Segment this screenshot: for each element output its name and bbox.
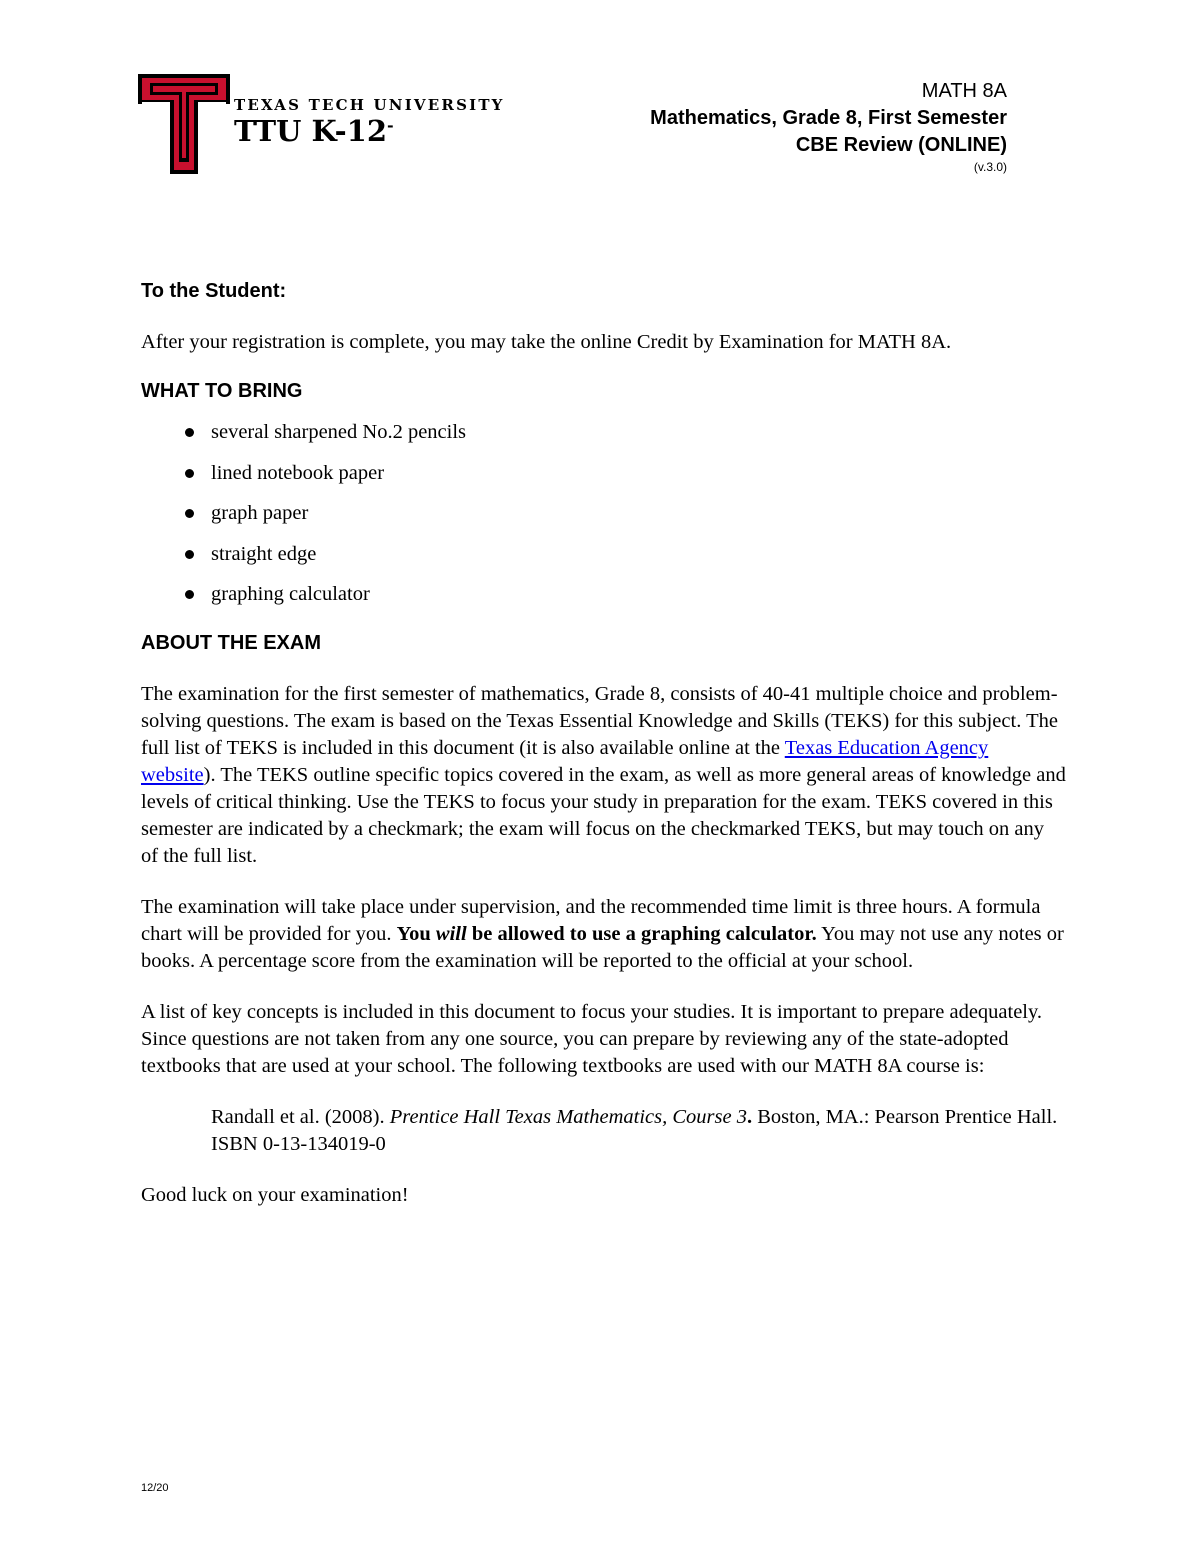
double-t-logo-icon — [138, 74, 230, 174]
bullet-icon — [185, 469, 194, 478]
ttu-logo — [138, 74, 505, 174]
exam-description-paragraph: The examination for the first semester of mathematics, Grade 8, consists of 40-41 multiple choice and problem-solving questions. The exam is based on the Texas Essential Knowledge and Skills (TEKS) for this subject. The full list of TEKS is included in this document (it is also available online at the Texas Education Agency website). The TEKS outline specific topics covered in the exam, as well as more general areas of knowledge and levels of critical thinking. Use the TEKS to focus your study in preparation for the exam. TEKS covered in this semester are indicated by a checkmark; the exam will focus on the checkmarked TEKS, but may touch on any of the full list. — [141, 683, 1066, 867]
list-item: graphing calculator — [141, 581, 1066, 608]
supervision-paragraph: The examination will take place under supervision, and the recommended time limit is three hours. A formula chart will be provided for you. You will be allowed to use a graphing calculator. You may not use any notes or books. A percentage score from the examination will be reported to the official at your school. — [141, 896, 1064, 972]
what-to-bring-list — [141, 419, 1066, 608]
document-body — [141, 278, 1066, 1209]
list-item: lined notebook paper — [141, 460, 1066, 487]
textbook-citation: Randall et al. (2008). Prentice Hall Texas Mathematics, Course 3. Boston, MA.: Pearson Prentice Hall. ISBN 0-13-134019-0 — [211, 1106, 1058, 1155]
list-item: straight edge — [141, 541, 1066, 568]
bullet-icon — [185, 590, 194, 599]
university-name: TEXAS TECH UNIVERSITY — [234, 96, 505, 114]
program-name: TTU K-12- — [234, 114, 394, 148]
about-exam-heading: ABOUT THE EXAM — [141, 632, 321, 654]
bullet-icon — [185, 428, 194, 437]
list-item: graph paper — [141, 500, 1066, 527]
course-title: Mathematics, Grade 8, First Semester — [650, 107, 1007, 129]
what-to-bring-heading: WHAT TO BRING — [141, 380, 303, 402]
bullet-icon — [185, 509, 194, 518]
course-code: MATH 8A — [921, 80, 1007, 102]
tea-website-link[interactable]: Texas Education Agency website — [141, 737, 989, 786]
to-student-heading: To the Student: — [141, 280, 287, 302]
closing-line: Good luck on your examination! — [141, 1184, 409, 1206]
version-label: (v.3.0) — [973, 160, 1007, 174]
review-type: CBE Review (ONLINE) — [795, 134, 1007, 156]
bullet-icon — [185, 550, 194, 559]
key-concepts-paragraph: A list of key concepts is included in this document to focus your studies. It is important to prepare adequately. Since questions are not taken from any one source, you can prepare by reviewing any of the state-adopted textbooks that are used at your school. The following textbooks are used with our MATH 8A course is: — [141, 1001, 1043, 1077]
document-header — [650, 78, 1007, 175]
registration-paragraph: After your registration is complete, you may take the online Credit by Examination for MATH 8A. — [141, 331, 952, 353]
list-item: several sharpened No.2 pencils — [141, 419, 1066, 446]
footer-date: 12/20 — [141, 1482, 169, 1494]
